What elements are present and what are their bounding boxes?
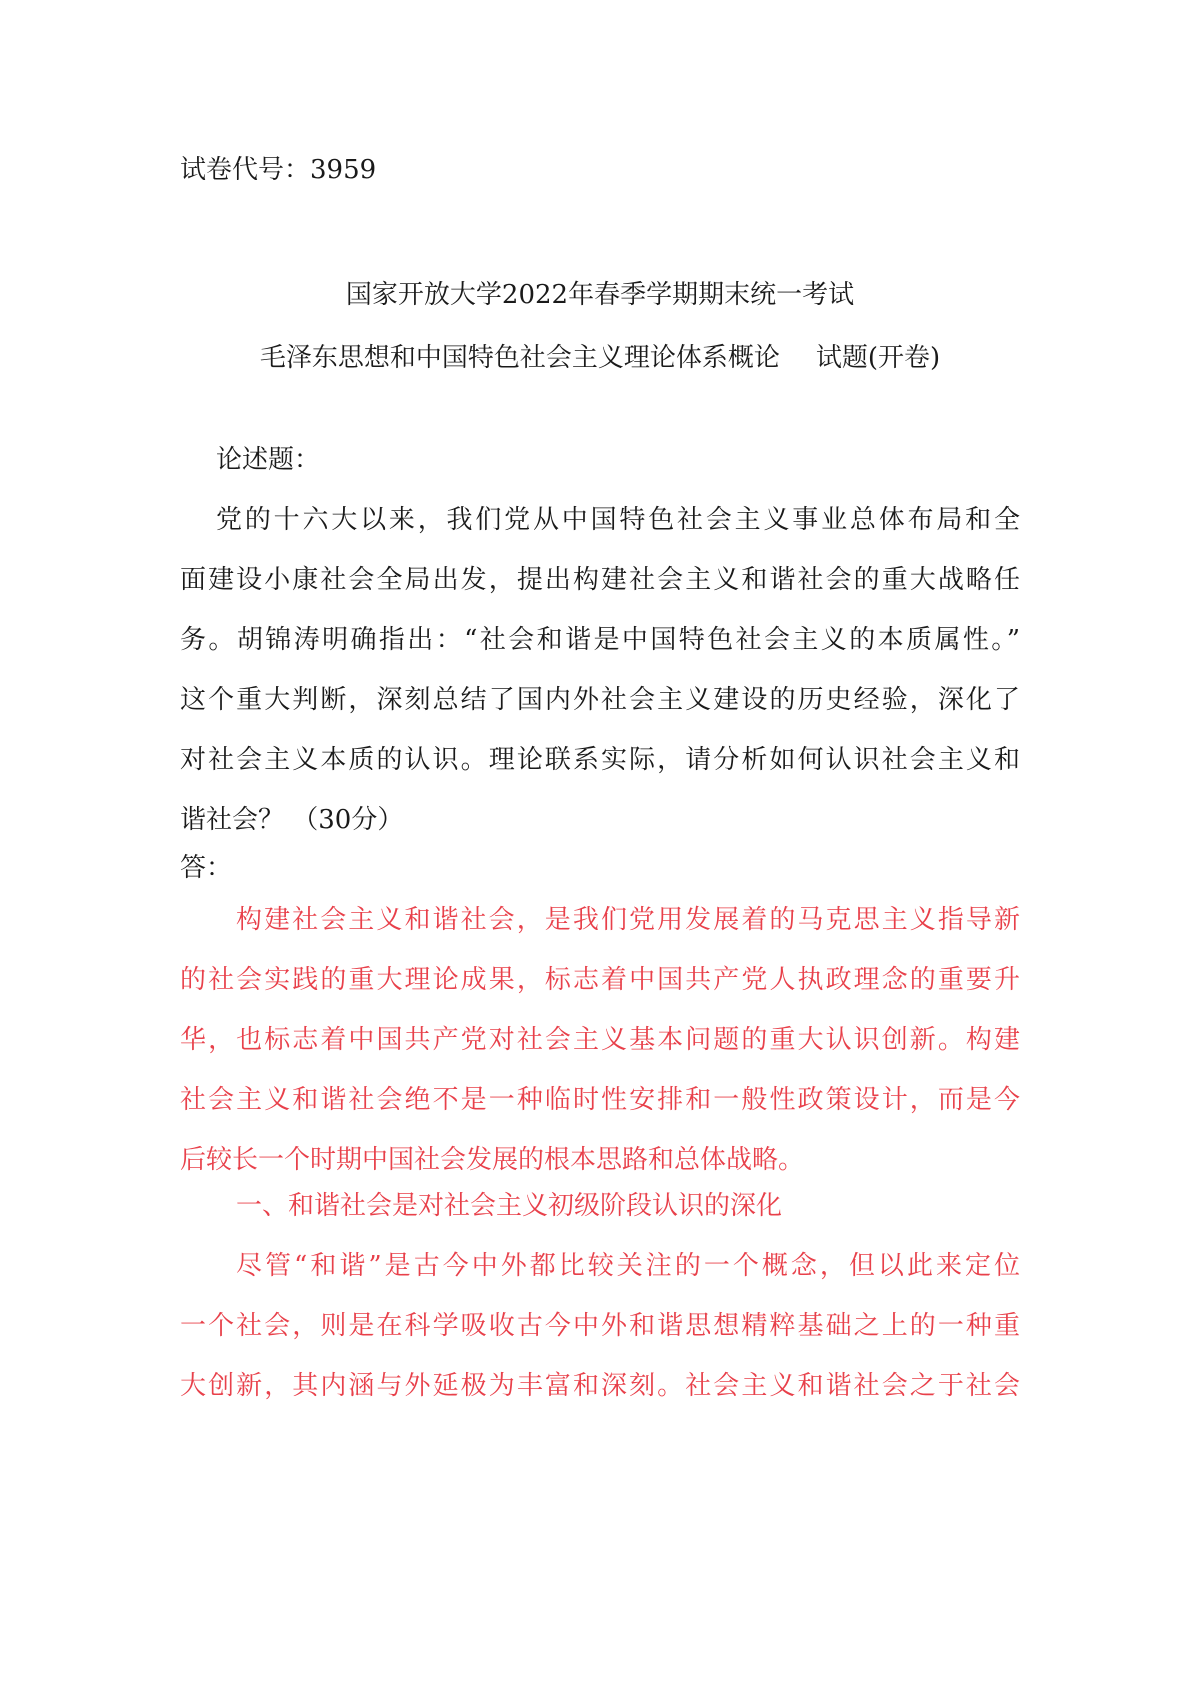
- answer-line: 尽管“和谐”是古今中外都比较关注的一个概念，但以此来定位: [236, 1251, 1020, 1281]
- answer-line: 华，也标志着中国共产党对社会主义基本问题的重大认识创新。构建: [180, 1025, 1020, 1055]
- exam-title: 国家开放大学2022年春季学期期末统一考试: [345, 280, 855, 310]
- answer-line: 社会主义和谐社会绝不是一种临时性安排和一般性政策设计，而是今: [180, 1085, 1020, 1115]
- question-line: 这个重大判断，深刻总结了国内外社会主义建设的历史经验，深化了: [180, 685, 1020, 715]
- question-line: 党的十六大以来，我们党从中国特色社会主义事业总体布局和全: [216, 505, 1020, 535]
- answer-heading: 一、和谐社会是对社会主义初级阶段认识的深化: [236, 1191, 783, 1221]
- answer-paragraph-2: [180, 1236, 1020, 1416]
- section-label-block: [180, 430, 1020, 490]
- question-paragraph: [180, 490, 1020, 850]
- question-line: 务。胡锦涛明确指出：“社会和谐是中国特色社会主义的本质属性。”: [180, 625, 1020, 655]
- course-suffix: 试题(开卷): [815, 343, 941, 373]
- answer-line: 后较长一个时期中国社会发展的根本思路和总体战略。: [180, 1145, 805, 1175]
- answer-line: 一个社会，则是在科学吸收古今中外和谐思想精粹基础之上的一种重: [180, 1311, 1020, 1341]
- question-line: 面建设小康社会全局出发，提出构建社会主义和谐社会的重大战略任: [180, 565, 1020, 595]
- answer-line: 的社会实践的重大理论成果，标志着中国共产党人执政理念的重要升: [180, 965, 1020, 995]
- section-label: 论述题：: [216, 445, 321, 475]
- answer-label-block: [180, 838, 1020, 898]
- question-line: 对社会主义本质的认识。理论联系实际，请分析如何认识社会主义和: [180, 745, 1020, 775]
- answer-paragraph-1: [180, 890, 1020, 1190]
- answer-line: 构建社会主义和谐社会，是我们党用发展着的马克思主义指导新: [236, 905, 1020, 935]
- course-title-line: [0, 340, 1190, 376]
- paper-code: 试卷代号：3959: [180, 155, 377, 185]
- question-line: 谐社会？ （30分）: [180, 805, 404, 835]
- answer-line: 大创新，其内涵与外延极为丰富和深刻。社会主义和谐社会之于社会: [180, 1371, 1020, 1401]
- course-title: 毛泽东思想和中国特色社会主义理论体系概论: [259, 343, 780, 373]
- answer-label: 答：: [180, 853, 233, 883]
- answer-heading-block: [180, 1176, 1020, 1236]
